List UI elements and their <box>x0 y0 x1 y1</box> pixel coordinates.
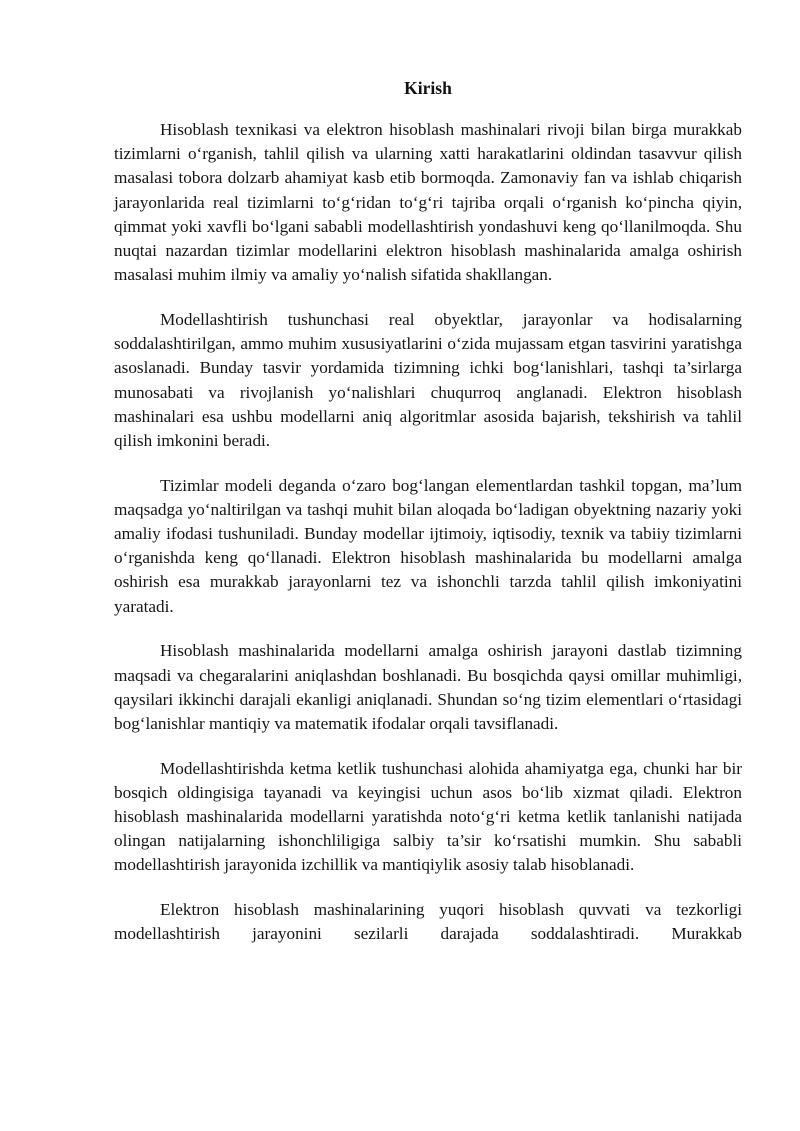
paragraph-1: Hisoblash texnikasi va elektron hisoblash mashinalari rivoji bilan birga murakkab tizimlarni o‘rganish, tahlil qilish va ularning xatti harakatlarini oldindan tasavvur qilish masalasi tobora dolzarb ahamiyat kasb etib bormoqda. Zamonaviy fan va ishlab chiqarish jarayonlarida real tizimlarni to‘g‘ridan to‘g‘ri tajriba orqali o‘rganish ko‘pincha qiyin, qimmat yoki xavfli bo‘lgani sababli modellashtirish yondashuvi keng qo‘llanilmoqda. Shu nuqtai nazardan tizimlar modellarini elektron hisoblash mashinalarida amalga oshirish masalasi muhim ilmiy va amaliy yo‘nalish sifatida shakllangan. <box>114 120 742 285</box>
paragraph-5: Modellashtirishda ketma ketlik tushunchasi alohida ahamiyatga ega, chunki har bir bosqich oldingisiga tayanadi va keyingisi uchun asos bo‘lib xizmat qiladi. Elektron hisoblash mashinalarida modellarni yaratishda noto‘g‘ri ketma ketlik tanlanishi natijada olingan natijalarning ishonchliligiga salbiy ta’sir ko‘rsatishi mumkin. Shu sababli modellashtirish jarayonida izchillik va mantiqiylik asosiy talab hisoblanadi. <box>114 758 742 875</box>
paragraph-4: Hisoblash mashinalarida modellarni amalga oshirish jarayoni dastlab tizimning maqsadi va chegaralarini aniqlashdan boshlanadi. Bu bosqichda qaysi omillar muhimligi, qaysilari ikkinchi darajali ekanligi aniqlanadi. Shundan so‘ng tizim elementlari o‘rtasidagi bog‘lanishlar mantiqiy va matematik ifodalar orqali tavsiflanadi. <box>114 641 742 733</box>
paragraph-2: Modellashtirish tushunchasi real obyektlar, jarayonlar va hodisalarning soddalashtirilgan, ammo muhim xususiyatlarini o‘zida mujassam etgan tasvirini yaratishga asoslanadi. Bunday tasvir yordamida tizimning ichki bog‘lanishlari, tashqi ta’sirlarga munosabati va rivojlanish yo‘nalishlari chuqurroq anglanadi. Elektron hisoblash mashinalari esa ushbu modellarni aniq algoritmlar asosida bajarish, tekshirish va tahlil qilish imkonini beradi. <box>114 309 742 450</box>
paragraph-3: Tizimlar modeli deganda o‘zaro bog‘langan elementlardan tashkil topgan, ma’lum maqsadga yo‘naltirilgan va tashqi muhit bilan aloqada bo‘ladigan obyektning nazariy yoki amaliy ifodasi tushuniladi. Bunday modellar ijtimoiy, iqtisodiy, texnik va tabiiy tizimlarni o‘rganishda keng qo‘llanadi. Elektron hisoblash mashinalarida bu modellarni amalga oshirish esa murakkab jarayonlarni tez va ishonchli tarzda tahlil qilish imkoniyatini yaratadi. <box>114 475 742 616</box>
paragraph-6: Elektron hisoblash mashinalarining yuqori hisoblash quvvati va tezkorligi modellashtirish jarayonini sezilarli darajada soddalashtiradi. Murakkab <box>114 900 742 944</box>
body-text <box>114 118 742 947</box>
page-title: Kirish <box>404 78 452 98</box>
